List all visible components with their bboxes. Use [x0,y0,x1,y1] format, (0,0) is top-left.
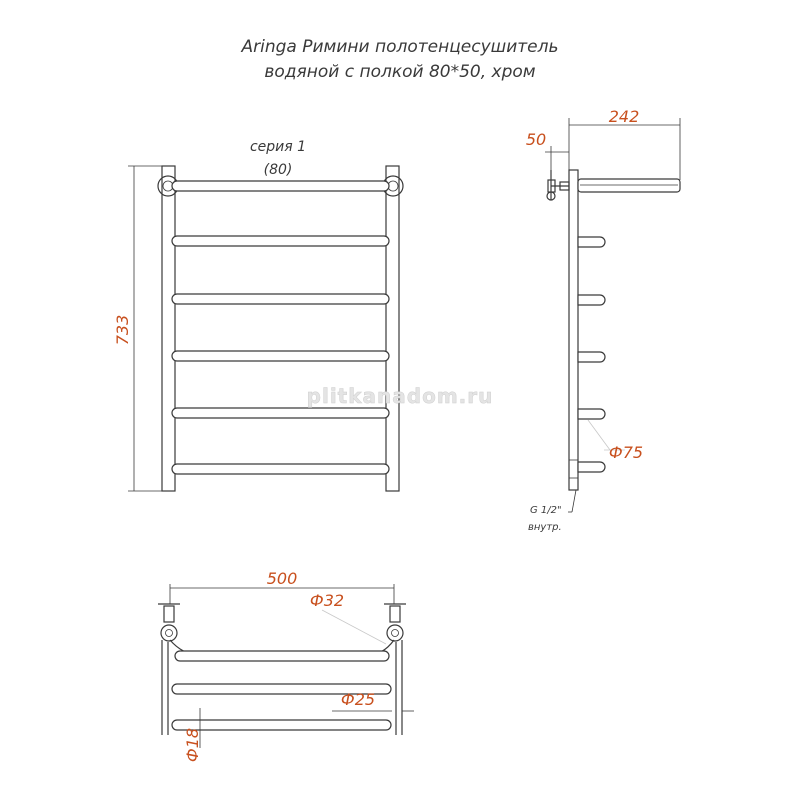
top-rung [172,720,391,730]
title-line-1: Aringa Римини полотенцесушитель [241,37,559,57]
rung-stub [578,352,605,362]
rung-diameter-large: Ф25 [340,690,376,709]
series-size: (80) [263,162,293,178]
depth-dimension: 242 [608,107,640,126]
rung-stub [578,237,605,247]
right-post [386,166,399,491]
rung-stub [578,409,605,419]
rung-diameter-small: Ф18 [183,727,202,763]
thread-type: внутр. [528,522,562,533]
left-post [162,166,175,491]
title-line-2: водяной с полкой 80*50, хром [264,62,536,82]
height-dimension: 733 [113,314,132,346]
top-view [158,569,414,762]
rung [172,236,389,246]
rung [172,408,389,418]
rung-stub [578,295,605,305]
watermark: plitkanadom.ru [306,384,494,408]
rung-stub [578,462,605,472]
width-dimension: 500 [266,569,298,588]
thread-size: G 1/2" [530,505,562,516]
shelf-diameter: Ф32 [309,591,345,610]
rung [172,464,389,474]
left-top-fitting [161,625,177,641]
top-shelf-tube [172,181,389,191]
right-top-fitting [387,625,403,641]
front-view [113,139,403,491]
wall-offset-dimension: 50 [525,130,547,149]
shelf-tube [175,651,389,661]
rung [172,351,389,361]
side-post [569,170,578,490]
side-view [526,107,680,533]
series-name: серия 1 [249,139,307,155]
rung [172,294,389,304]
bottom-diameter: Ф75 [608,443,644,462]
shelf-arm [578,179,680,192]
